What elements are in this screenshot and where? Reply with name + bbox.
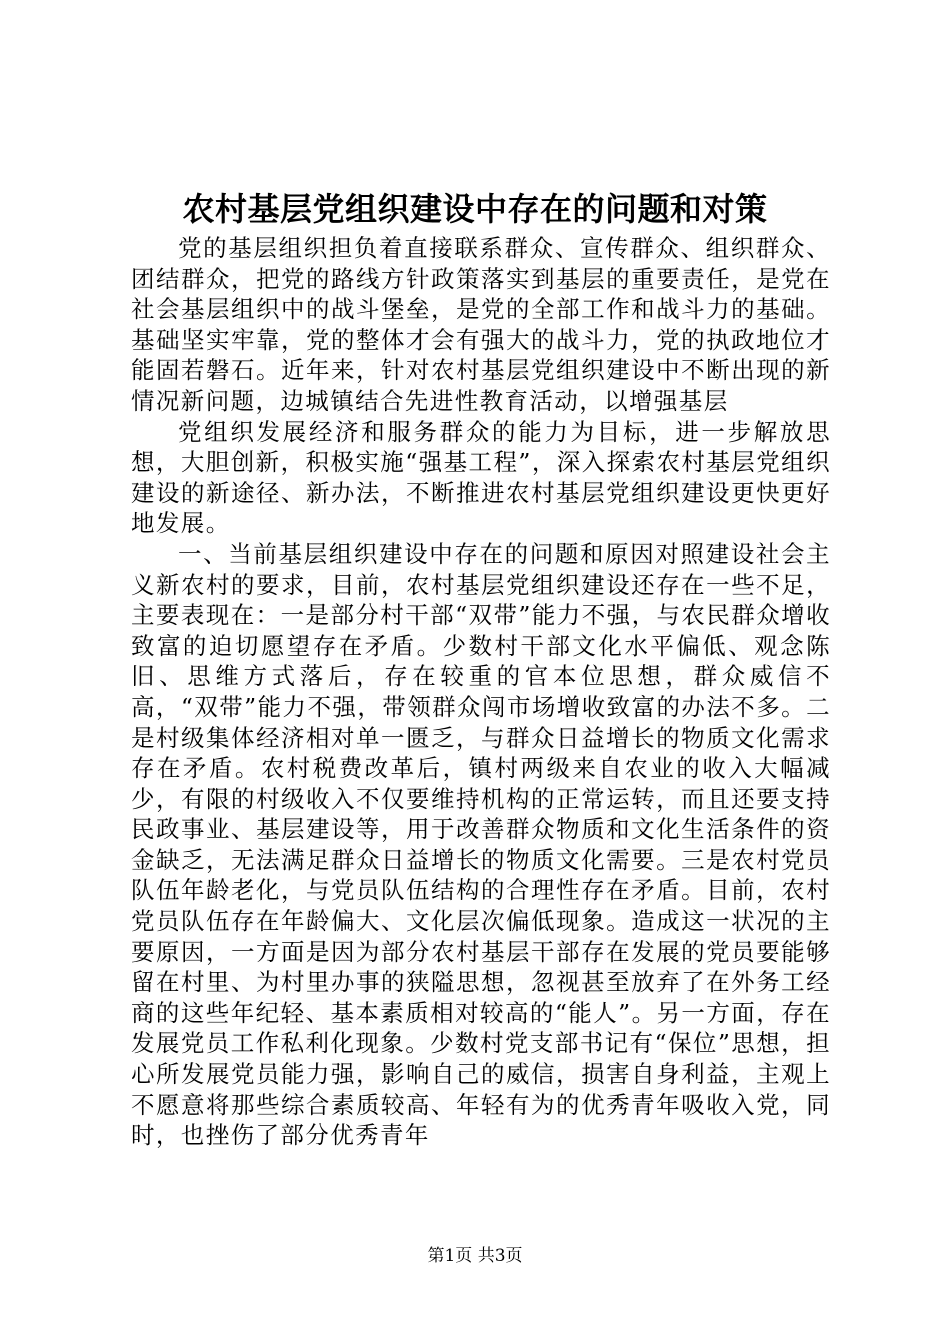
paragraph-goal: 党组织发展经济和服务群众的能力为目标，进一步解放思想，大胆创新，积极实施“强基工程”，深入探索农村基层党组织建设的新途径、新办法，不断推进农村基层党组织建设更快更好地发展。	[131, 417, 831, 538]
page-number-footer: 第1页 共3页	[427, 1246, 523, 1266]
paragraph-problems: 一、当前基层组织建设中存在的问题和原因对照建设社会主义新农村的要求，目前，农村基层党组织建设还存在一些不足，主要表现在：一是部分村干部“双带”能力不强，与农民群众增收致富的迫切愿望存在矛盾。少数村干部文化水平偏低、观念陈旧、思维方式落后，存在较重的官本位思想，群众威信不高，“双带”能力不强，带领群众闯市场增收致富的办法不多。二是村级集体经济相对单一匮乏，与群众日益增长的物质文化需求存在矛盾。农村税费改革后，镇村两级来自农业的收入大幅减少，有限的村级收入不仅要维持机构的正常运转，而且还要支持民政事业、基层建设等，用于改善群众物质和文化生活条件的资金缺乏，无法满足群众日益增长的物质文化需要。三是农村党员队伍年龄老化，与党员队伍结构的合理性存在矛盾。目前，农村党员队伍存在年龄偏大、文化层次偏低现象。造成这一状况的主要原因，一方面是因为部分农村基层干部存在发展的党员要能够留在村里、为村里办事的狭隘思想，忽视甚至放弃了在外务工经商的这些年纪轻、基本素质相对较高的“能人”。另一方面，存在发展党员工作私利化现象。少数村党支部书记有“保位”思想，担心所发展党员能力强，影响自己的威信，损害自身利益，主观上不愿意将那些综合素质较高、年轻有为的优秀青年吸收入党，同时，也挫伤了部分优秀青年	[131, 539, 831, 1150]
paragraph-intro: 党的基层组织担负着直接联系群众、宣传群众、组织群众、团结群众，把党的路线方针政策落实到基层的重要责任，是党在社会基层组织中的战斗堡垒，是党的全部工作和战斗力的基础。基础坚实牢靠，党的整体才会有强大的战斗力，党的执政地位才能固若磐石。近年来，针对农村基层党组织建设中不断出现的新情况新问题，边城镇结合先进性教育活动，以增强基层	[131, 234, 831, 415]
document-title: 农村基层党组织建设中存在的问题和对策	[182, 190, 768, 228]
document-body	[131, 233, 831, 1151]
